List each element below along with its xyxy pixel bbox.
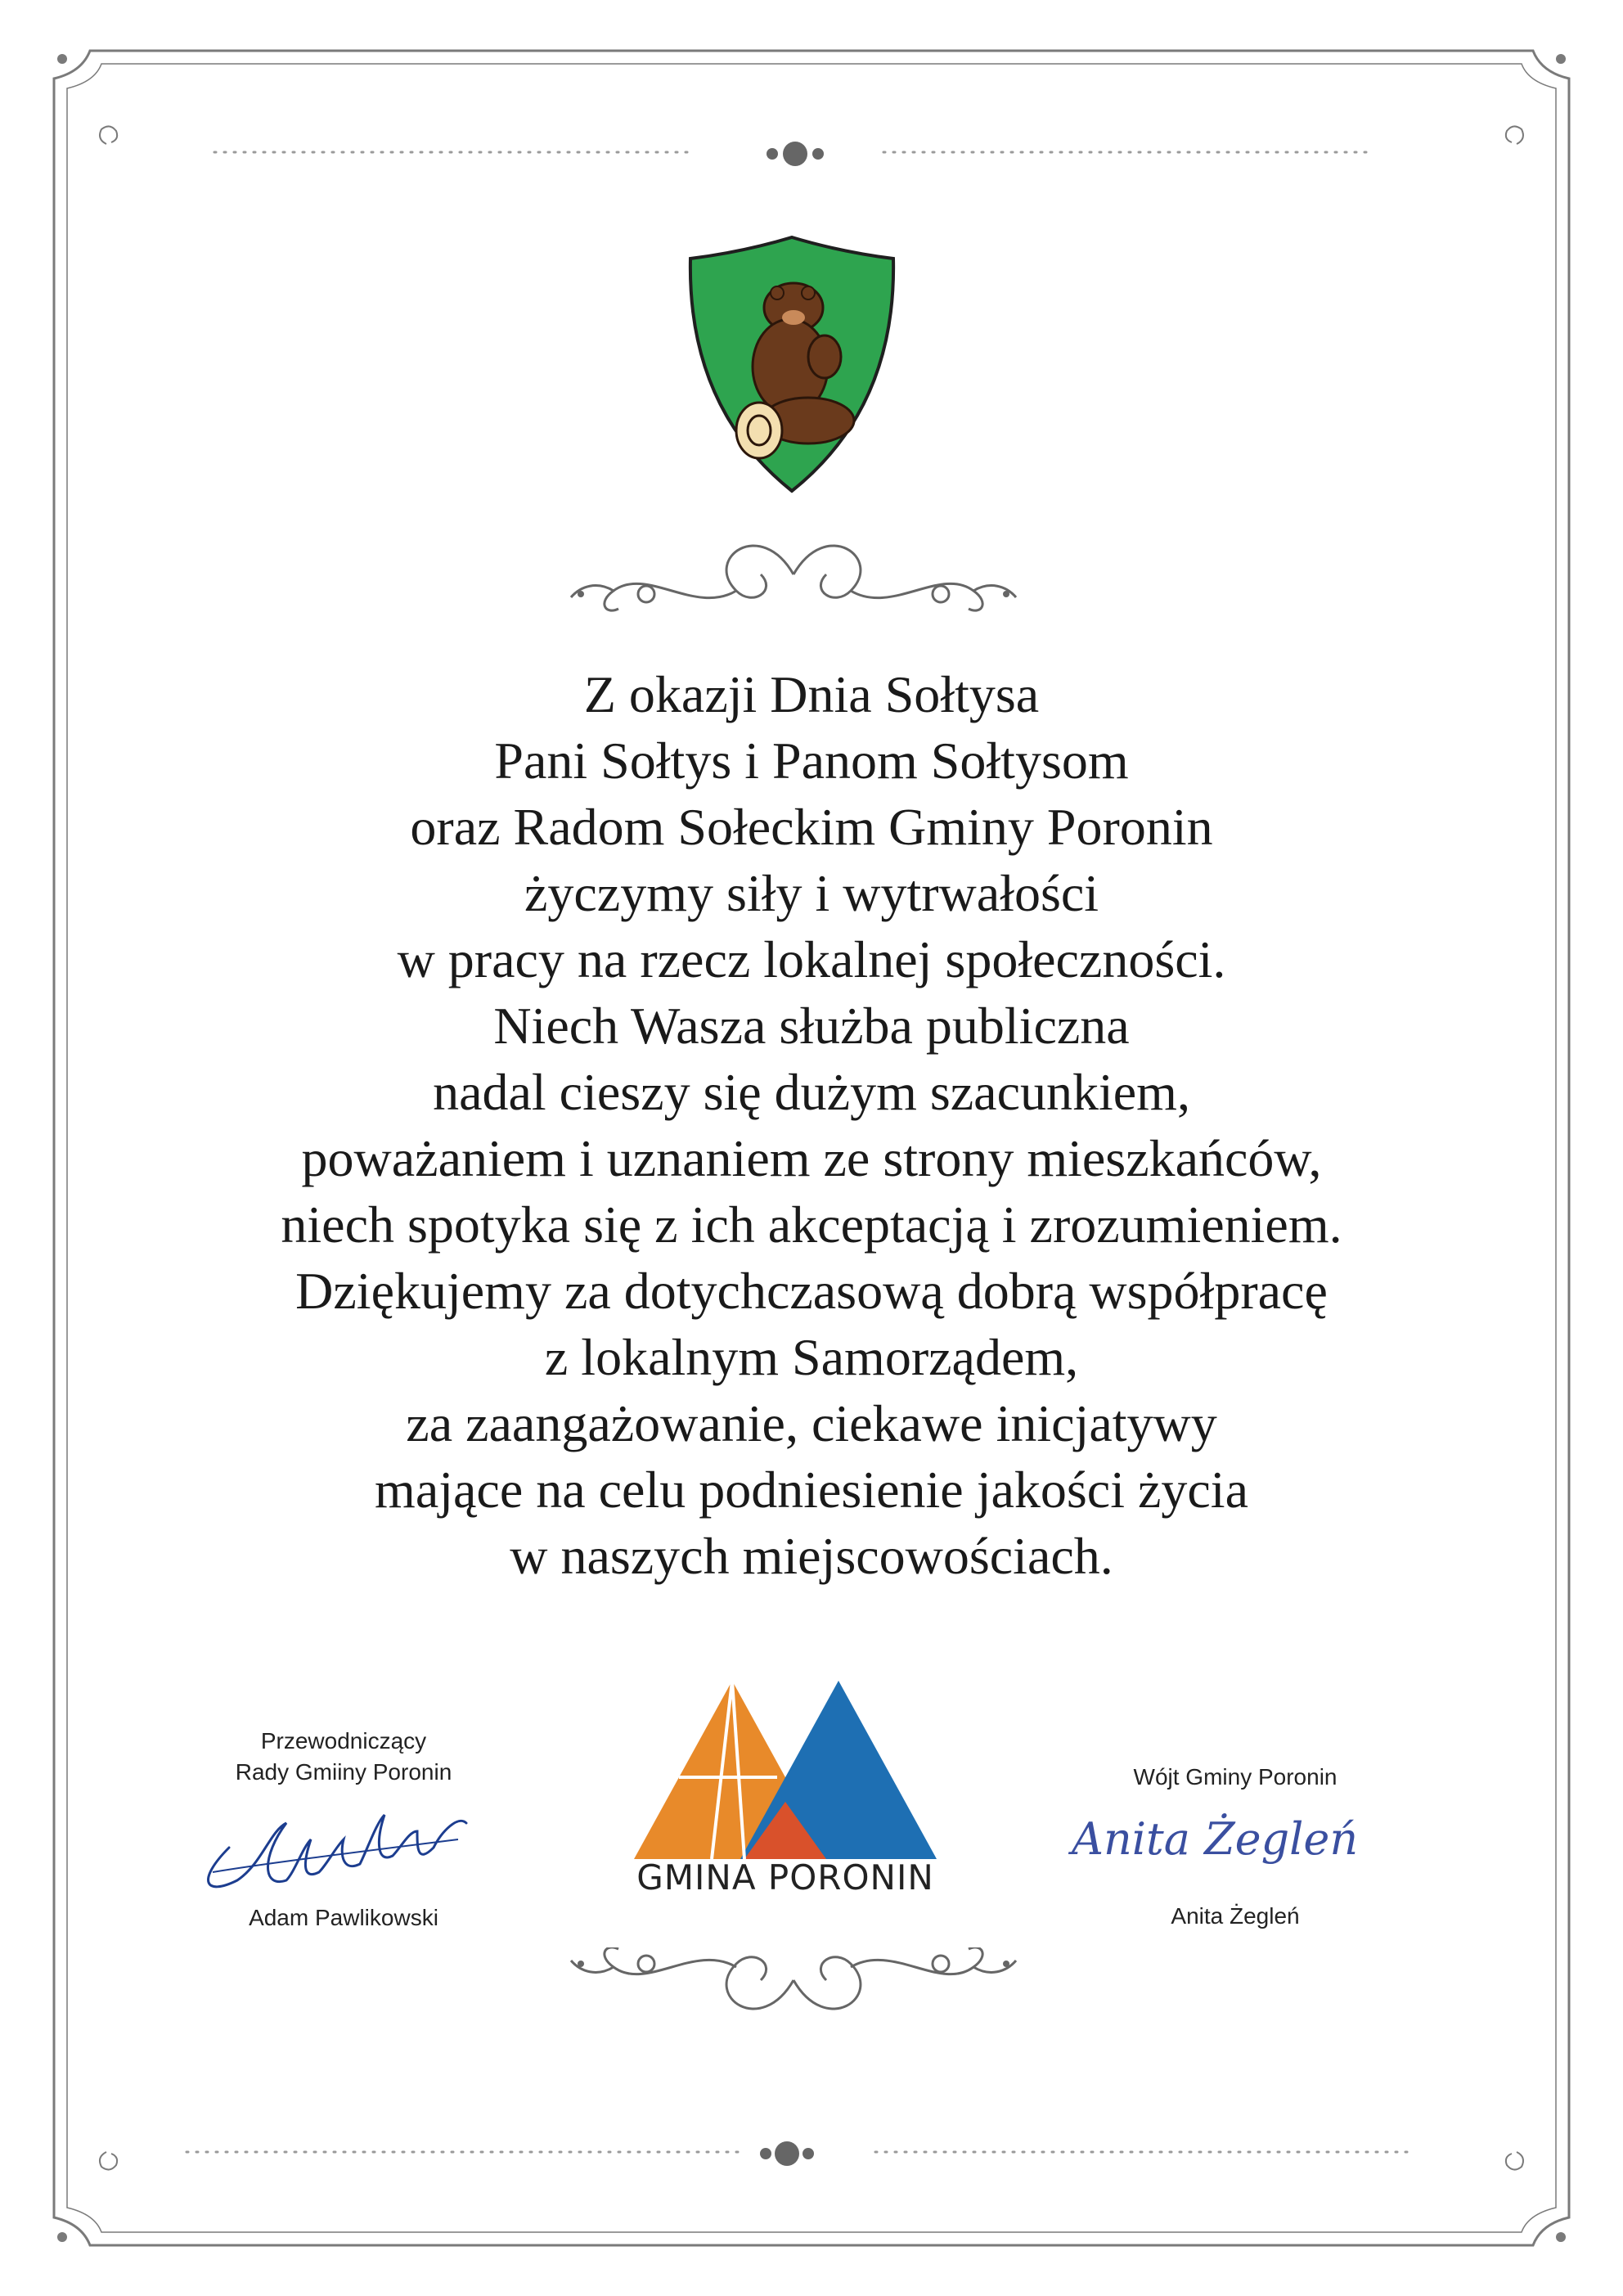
greeting-line: Z okazji Dnia Sołtysa bbox=[583, 665, 1040, 723]
greeting-line: Dziękujemy za dotychczasową dobrą współpracę bbox=[295, 1262, 1328, 1320]
greeting-line: z lokalnym Samorządem, bbox=[544, 1328, 1079, 1386]
greeting-line: oraz Radom Sołeckim Gminy Poronin bbox=[410, 798, 1213, 856]
flourish-ornament-icon bbox=[564, 533, 1023, 615]
greeting-line: nadal cieszy się dużym szacunkiem, bbox=[433, 1063, 1190, 1121]
right-signature bbox=[1063, 1797, 1423, 1879]
flourish-ornament-icon bbox=[564, 1947, 1023, 2037]
greeting-text bbox=[131, 661, 1492, 1589]
greeting-line: niech spotyka się z ich akceptacją i zrozumieniem. bbox=[281, 1195, 1342, 1254]
svg-text:Anita Żegleń: Anita Żegleń bbox=[1072, 1813, 1359, 1865]
left-signatory-name: Adam Pawlikowski bbox=[249, 1905, 438, 1930]
left-signatory-title-line1: Przewodniczący bbox=[260, 1728, 427, 1754]
greeting-line: poważaniem i uznaniem ze strony mieszkańców, bbox=[301, 1129, 1322, 1187]
logo-text: GMINA PORONIN bbox=[636, 1857, 934, 1898]
greeting-line: Niech Wasza służba publiczna bbox=[493, 997, 1130, 1055]
greeting-line: w naszych miejscowościach. bbox=[510, 1527, 1113, 1585]
greeting-line: za zaangażowanie, ciekawe inicjatywy bbox=[406, 1394, 1217, 1452]
gmina-poronin-logo bbox=[630, 1679, 941, 1884]
right-signatory-title: Wójt Gminy Poronin bbox=[1133, 1764, 1338, 1790]
right-signatory-name: Anita Żegleń bbox=[1171, 1903, 1300, 1929]
bear-coat-of-arms-icon bbox=[686, 236, 898, 497]
greeting-line: mające na celu podniesienie jakości życia bbox=[375, 1461, 1248, 1519]
left-signature bbox=[196, 1790, 483, 1897]
greeting-line: życzymy siły i wytrwałości bbox=[524, 864, 1099, 922]
greeting-line: Pani Sołtys i Panom Sołtysom bbox=[494, 732, 1129, 790]
left-signatory-title-line2: Rady Gmiiny Poronin bbox=[235, 1759, 452, 1785]
greeting-line: w pracy na rzecz lokalnej społeczności. bbox=[397, 930, 1226, 988]
